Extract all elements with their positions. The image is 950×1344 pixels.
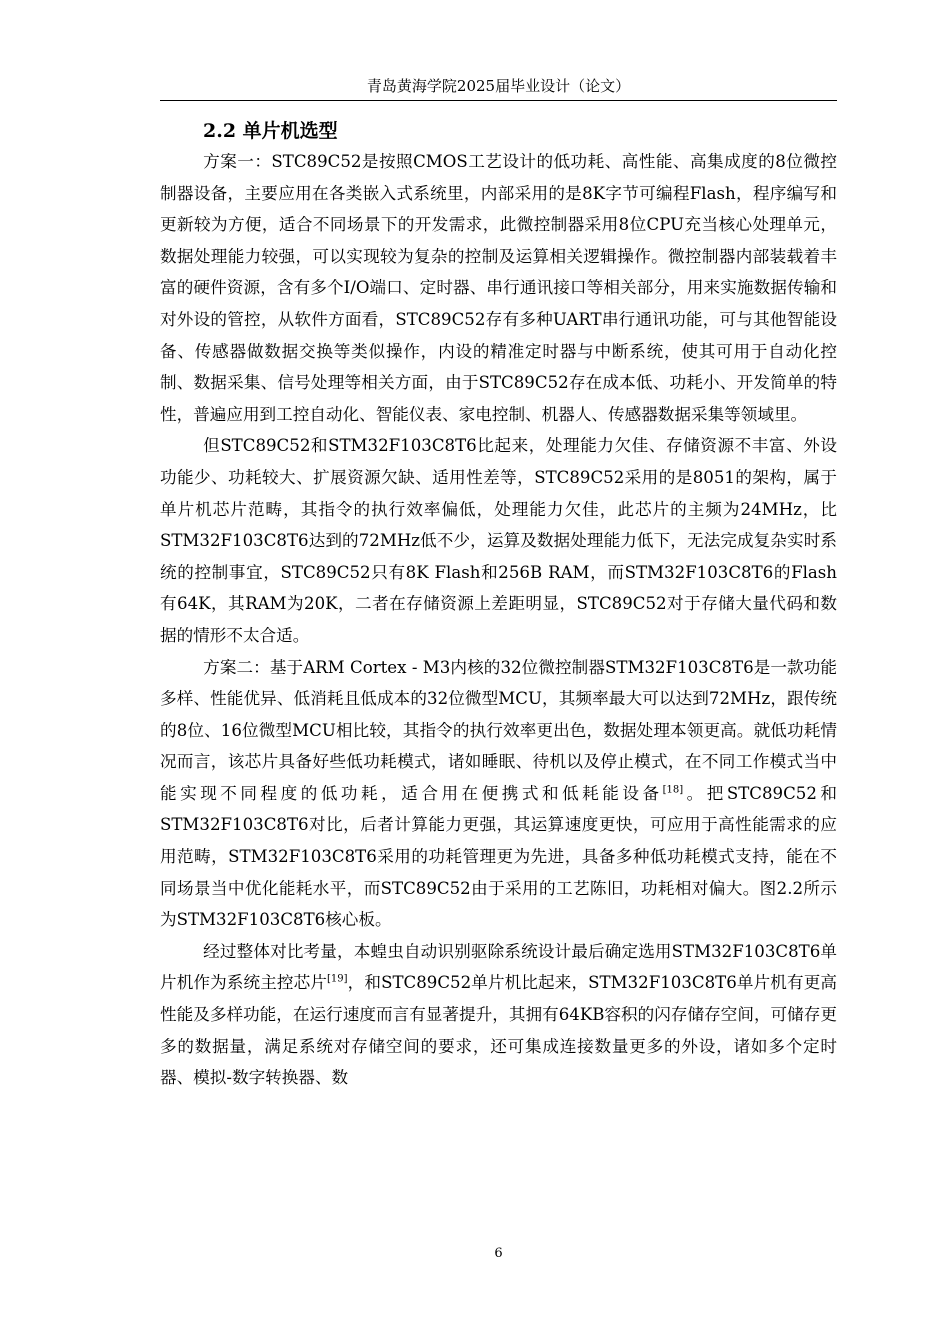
paragraph-text: 经过整体对比考量，本蝗虫自动识别驱除系统设计最后确定选用STM32F103C8T6单片机作为系统主控芯片 (160, 941, 837, 993)
paragraph-scheme-one: 方案一：STC89C52是按照CMOS工艺设计的低功耗、高性能、高集成度的8位微控制器设备，主要应用在各类嵌入式系统里，内部采用的是8K字节可编程Flash，程序编写和更新较为方便，适合不同场景下的开发需求，此微控制器采用8位CPU充当核心处理单元，数据处理能力较强，可以实现较为复杂的控制及运算相关逻辑操作。微控制器内部装载着丰富的硬件资源，含有多个I/O端口、定时器、串行通讯接口等相关部分，用来实施数据传输和对外设的管控，从软件方面看，STC89C52存有多种UART串行通讯功能，可与其他智能设备、传感器做数据交换等类似操作，内设的精准定时器与中断系统，使其可用于自动化控制、数据采集、信号处理等相关方面，由于STC89C52存在成本低、功耗小、开发简单的特性，普遍应用到工控自动化、智能仪表、家电控制、机器人、传感器数据采集等领域里。 (160, 152, 837, 424)
citation-ref: [19] (327, 973, 348, 985)
paragraph-scheme-two (160, 652, 837, 936)
paragraph-text: 。把STC89C52和STM32F103C8T6对比，后者计算能力更强，其运算速度更快，可应用于高性能需求的应用范畴，STM32F103C8T6采用的功耗管理更为先进，具备多种低功耗模式支持，能在不同场景当中优化能耗水平，而STC89C52由于采用的工艺陈旧，功耗相对偏大。图2.2所示为STM32F103C8T6核心板。 (160, 783, 838, 930)
running-header: 青岛黄海学院2025届毕业设计（论文） (366, 77, 631, 95)
paragraph-text: ，和STC89C52单片机比起来，STM32F103C8T6单片机有更高性能及多样功能，在运行速度而言有显著提升，其拥有64KB容积的闪存储存空间，可储存更多的数据量，满足系统对存储空间的要求，还可集成连接数量更多的外设，诸如多个定时器、模拟-数字转换器、数 (160, 973, 837, 1088)
body-text (160, 146, 837, 1094)
paragraph-text: 方案二：基于ARM Cortex - M3内核的32位微控制器STM32F103C8T6是一款功能多样、性能优异、低消耗且低成本的32位微型MCU，其频率最大可以达到72MHz，跟传统的8位、16位微型MCU相比较，其指令的执行效率更出色，数据处理本领更高。就低功耗情况而言，该芯片具备好些低功耗模式，诸如睡眠、待机以及停止模式，在不同工作模式当中能实现不同程度的低功耗，适合用在便携式和低耗能设备 (160, 657, 837, 803)
page-number: 6 (494, 1246, 503, 1261)
header-rule (160, 100, 837, 101)
paragraph-comparison: 但STC89C52和STM32F103C8T6比起来，处理能力欠佳、存储资源不丰富、外设功能少、功耗较大、扩展资源欠缺、适用性差等，STC89C52采用的是8051的架构，属于单片机芯片范畴，其指令的执行效率偏低，处理能力欠佳，此芯片的主频为24MHz，比STM32F103C8T6达到的72MHz低不少，运算及数据处理能力低下，无法完成复杂实时系统的控制事宜，STC89C52只有8K Flash和256B RAM，而STM32F103C8T6的Flash有64K，其RAM为20K，二者在存储资源上差距明显，STC89C52对于存储大量代码和数据的情形不太合适。 (160, 436, 837, 645)
citation-ref: [18] (662, 784, 684, 796)
section-title: 2.2 单片机选型 (203, 120, 338, 142)
paragraph-conclusion (160, 936, 837, 1094)
